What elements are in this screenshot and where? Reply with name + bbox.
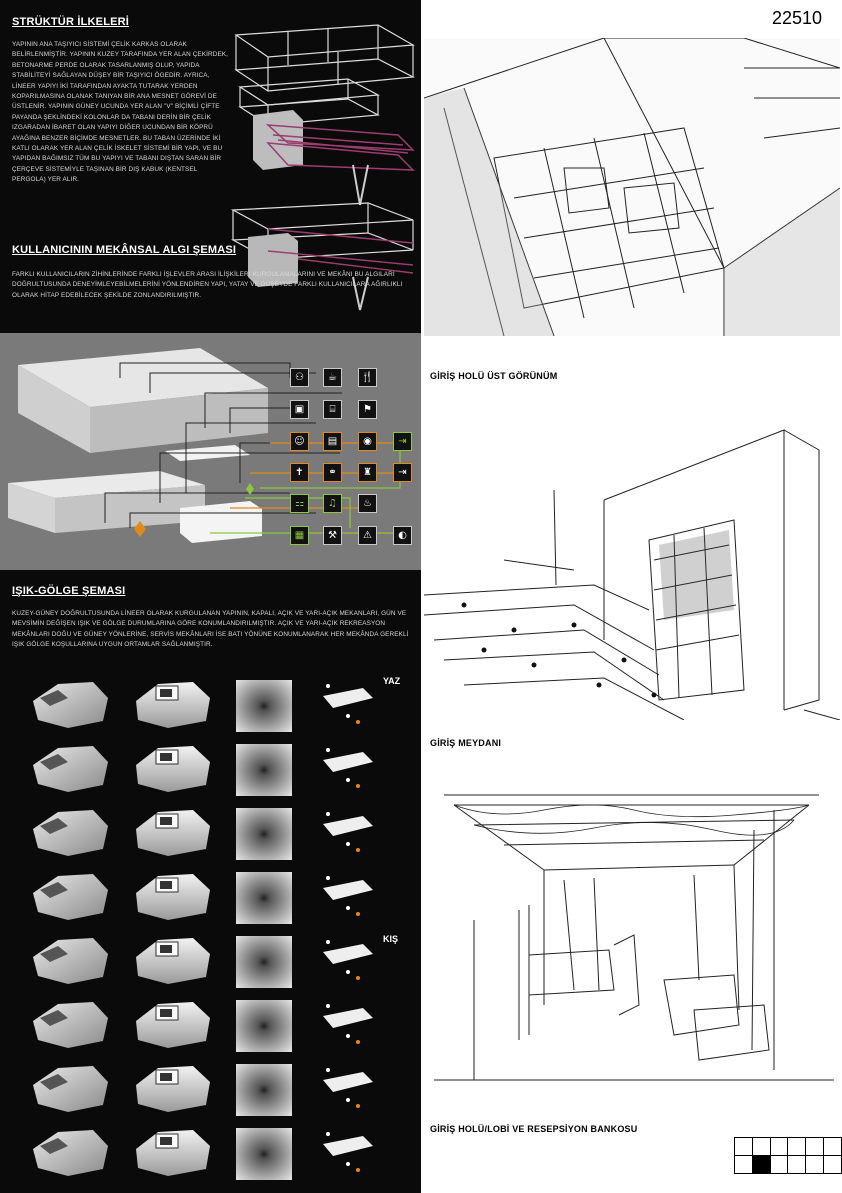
- building-icon: ▦: [290, 526, 309, 545]
- caption-bottom: GİRİŞ HOLÜ/LOBİ VE RESEPSİYON BANKOSU: [430, 1124, 638, 1134]
- tools-icon: ⚒: [323, 526, 342, 545]
- theater-masks-icon: ☺: [290, 432, 309, 451]
- reception-desk-icon: ♜: [358, 463, 377, 482]
- entrance-hall-top-sketch: [424, 38, 840, 336]
- sun-study-grid: [28, 676, 388, 1191]
- project-number: 22510: [771, 8, 822, 28]
- perception-heading: KULLANICININ MEKÂNSAL ALGI ŞEMASI: [12, 244, 237, 256]
- wedding-icon: ⚭: [323, 463, 342, 482]
- stairs-icon: ⌸: [323, 400, 342, 419]
- light-text: KUZEY-GÜNEY DOĞRULTUSUNDA LİNEER OLARAK KURGULANAN YAPININ, KAPALI, AÇIK VE YARI-AÇIK MEKANLARI, GÜN VE MEVSİMİN DEĞİŞEN IŞIK VE GÖLGE DURUMLARINA GÖRE KONUMLANDIRILMIŞTIR. AÇIK VE YARI-AÇIK REKREASYON MEKÂNLARI DOĞU VE GÜNEY YÖNLERİNE, SERVİS MEKÂNLARI İSE BATI YÖNÜNE KONUMLANARAK HER MEKÂNDA GEREKLİ IŞIK GÖLGE KOŞULLARINA UYGUN ORTAMLAR SAĞLANMIŞTIR.: [12, 610, 409, 649]
- structure-text: YAPININ ANA TAŞIYICI SİSTEMİ ÇELİK KARKAS OLARAK BELİRLENMİŞTİR. YAPININ KUZEY TARAFINDA YER ALAN ÇEKİRDEK, BETONARME PERDE OLARAK TASARLANMIŞ OLUP, YAPIDA STABİLİTEYİ SAĞLAYAN DÜŞEY BİR TAŞIYICI ÖGEDİR. AYRICA, LİNEER YAPIYI İKİ TARAFINDAN AYAKTA TUTARAK YERDEN KOPARILMASINA OLANAK TANIYAN BİR ANA MESNET GÖREVİ DE ÜSTLENİR. YAPININ GÜNEY UCUNDA YER ALAN "V" BİÇİMLİ ÇİFTE PAYANDA ŞEKLİNDEKİ KOLONLAR DA TABANI DERİN BİR ÇELİK IZGARADAN İBARET OLAN YAPIYI DİĞER UCUNDAN BİR KÖPRÜ AYAĞINA BENZER BİÇİMDE MESNETLER. BU TABAN ÜZERİNDE İKİ KATLI OLARAK YER ALAN ÇELİK İSKELET SİSTEMİ BİR YAPI, VE BU YAPIDAN BAĞIMSIZ TÜM BU YAPIYI VE TABANI DIŞTAN SARAN BİR ÇERÇEVE SİSTEMİYLE TAŞINAN BİR DIŞ KABUK (KENTSEL PERGOLA) YER ALIR.: [12, 41, 229, 184]
- people-meeting-icon: ⚇: [290, 368, 309, 387]
- summer-label: YAZ: [383, 676, 401, 686]
- winter-label: KIŞ: [383, 934, 399, 944]
- clapper-icon: ▤: [323, 432, 342, 451]
- thermometer-icon: ◐: [393, 526, 412, 545]
- conference-icon: ⚏: [290, 494, 309, 513]
- caption-top: GİRİŞ HOLÜ ÜST GÖRÜNÜM: [430, 371, 558, 381]
- warning-icon: ⚠: [358, 526, 377, 545]
- coffee-icon: ☕: [323, 368, 342, 387]
- caption-middle: GİRİŞ MEYDANI: [430, 738, 502, 748]
- sheet-index-grid: [734, 1137, 842, 1174]
- perception-text: FARKLI KULLANICILARIN ZİHİNLERİNDE FARKLI İŞLEVLER ARASI İLİŞKİLERİ KURGULAMALARINI VE MEKÂNI BU ALGILARI DOĞRULTUSUNDA DENEYİMLEYEBİLMELERİNİ YÖNLENDİREN YAPI, YATAY VE DÜŞEYDE FARKLI KULLANICILARA AĞIRLIKLI OLARAK HİTAP EDEBİLECEK ŞEKİLDE ZONLANDIRILMIŞTIR.: [12, 271, 403, 299]
- entrance-square-sketch: [424, 420, 840, 720]
- dining-icon: 🍴: [358, 368, 377, 387]
- chef-icon: ♨: [358, 494, 377, 513]
- stage-icon: ♫: [323, 494, 342, 513]
- lobby-reception-sketch: [434, 790, 834, 1086]
- cutlery-icon: ✝: [290, 463, 309, 482]
- enter-arrow-icon: ⇥: [393, 432, 412, 451]
- exit-running-icon: ⚑: [358, 400, 377, 419]
- enter-arrow-icon: ⇥: [393, 463, 412, 482]
- camera-icon: ◉: [358, 432, 377, 451]
- briefcase-icon: ▣: [290, 400, 309, 419]
- light-heading: IŞIK-GÖLGE ŞEMASI: [12, 585, 126, 597]
- structure-heading: STRÜKTÜR İLKELERİ: [12, 16, 130, 28]
